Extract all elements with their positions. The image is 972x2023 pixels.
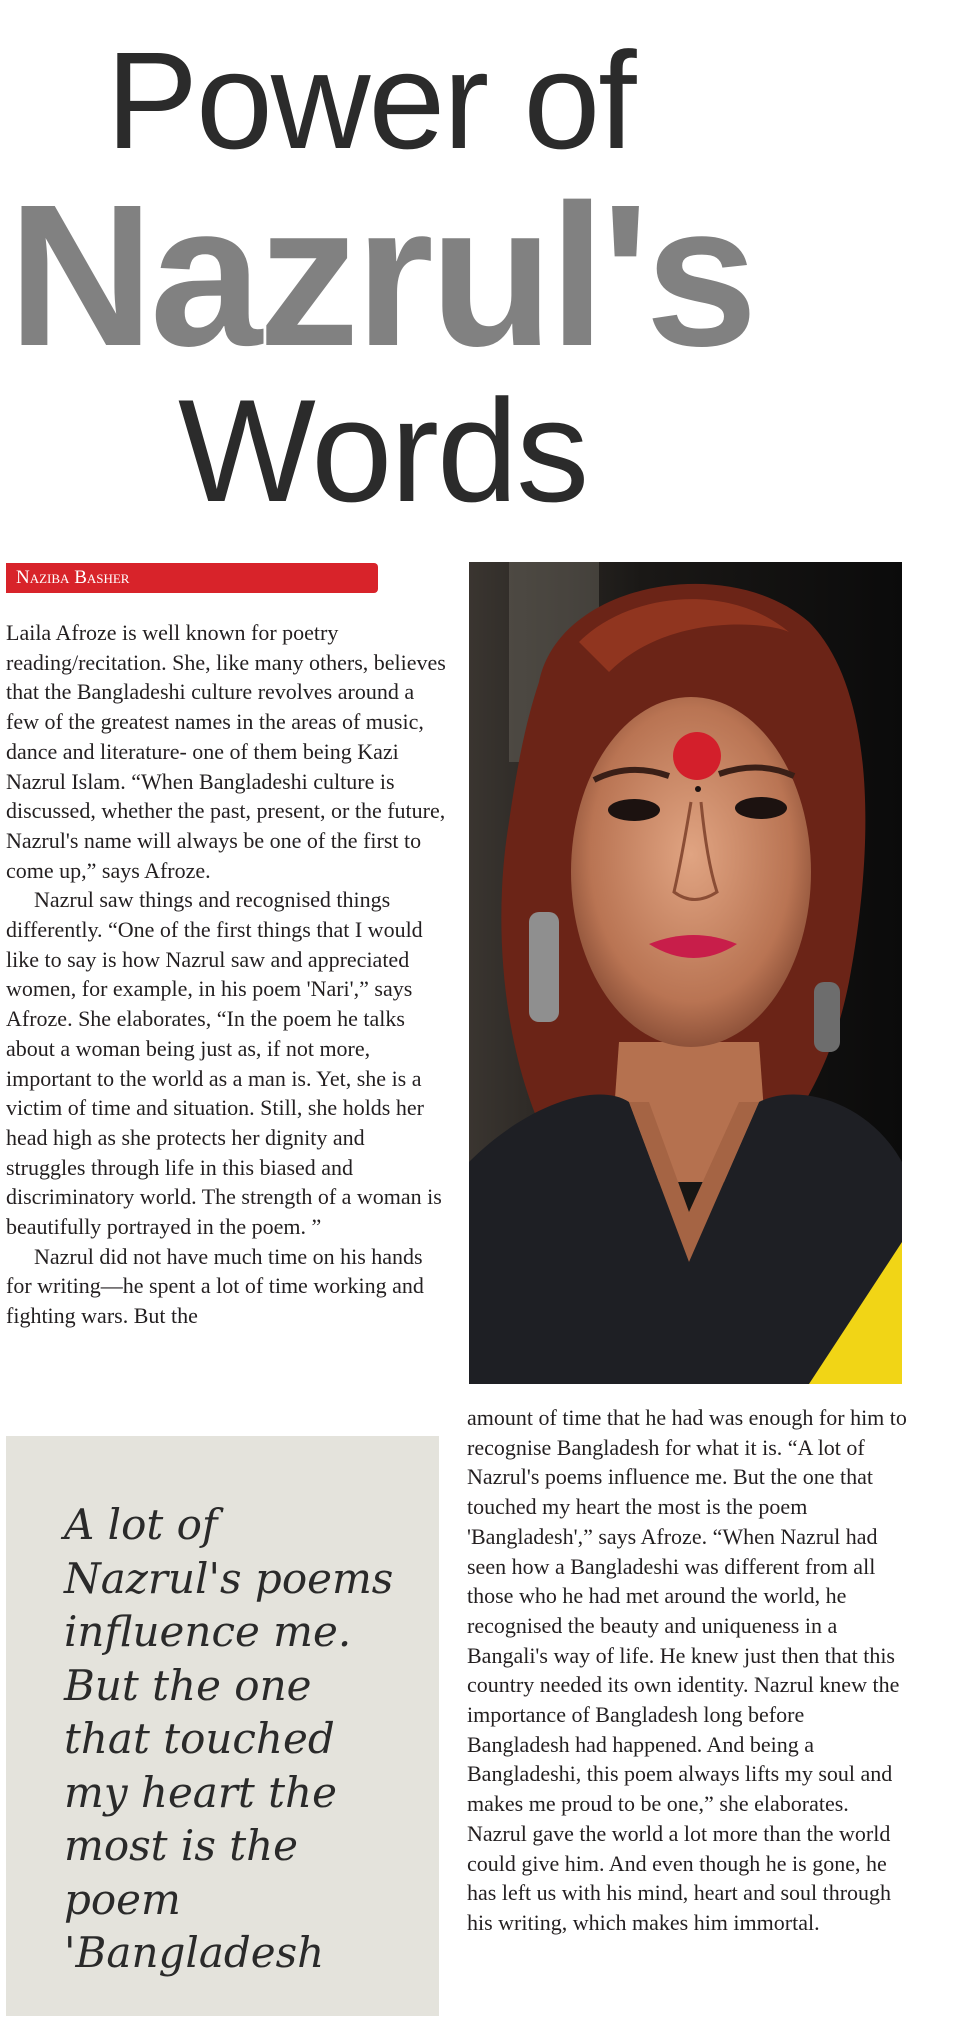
portrait-photo <box>469 562 902 1384</box>
article-paragraph: Nazrul saw things and recognised things differently. “One of the first things that I would like to say is how Nazrul saw and appreciated women, for example, in his poem 'Nari',” says Afroze. She elaborates, “In the poem he talks about a woman being just as, if not more, important to the world as a man is. Yet, she is a victim of time and situation. Still, she holds her head high as she protects her dignity and struggles through life in this biased and discriminatory world. The strength of a woman is beautifully portrayed in the poem. ” <box>6 887 442 1240</box>
headline-line-3: Words <box>178 369 588 532</box>
article-paragraph: amount of time that he had was enough for him to recognise Bangladesh for what it is. “A lot of Nazrul's poems influence me. But the one that touched my heart the most is the poem 'Bangladesh',” says Afroze. “When Nazrul had seen how a Bangladeshi was different from all those who he had met around the world, he recognised the beauty and uniqueness in a Bangali's way of life. He knew just then that this country needed its own identity. Nazrul knew the importance of Bangladesh long before Bangladesh had happened. And being a Bangladeshi, this poem always lifts my soul and makes me proud to be one,” she elaborates. <box>467 1405 907 1817</box>
headline-line-1: Power of <box>106 24 635 178</box>
author-byline: Naziba Basher <box>6 563 378 593</box>
headline-line-2: Nazrul's <box>8 162 754 388</box>
article-paragraph: Nazrul gave the world a lot more than the world could give him. And even though he is gone, he has left us with his mind, heart and soul through his writing, which makes him immortal. <box>467 1820 892 1935</box>
article-column-left <box>6 618 446 1331</box>
portrait-illustration <box>469 562 902 1384</box>
article-paragraph: Nazrul did not have much time on his hands for writing—he spent a lot of time working and fighting wars. But the <box>6 1243 424 1329</box>
article-column-right <box>467 1403 907 1938</box>
pullquote: A lot of Nazrul's poems influence me. But the one that touched my heart the most is the poem 'Bangladesh <box>64 1500 394 1977</box>
article-paragraph: Laila Afroze is well known for poetry reading/recitation. She, like many others, believes that the Bangladeshi culture revolves around a few of the greatest names in the areas of music, dance and literature- one of them being Kazi Nazrul Islam. “When Bangladeshi culture is discussed, whether the past, present, or the future, Nazrul's name will always be one of the first to come up,” says Afroze. <box>6 620 446 883</box>
